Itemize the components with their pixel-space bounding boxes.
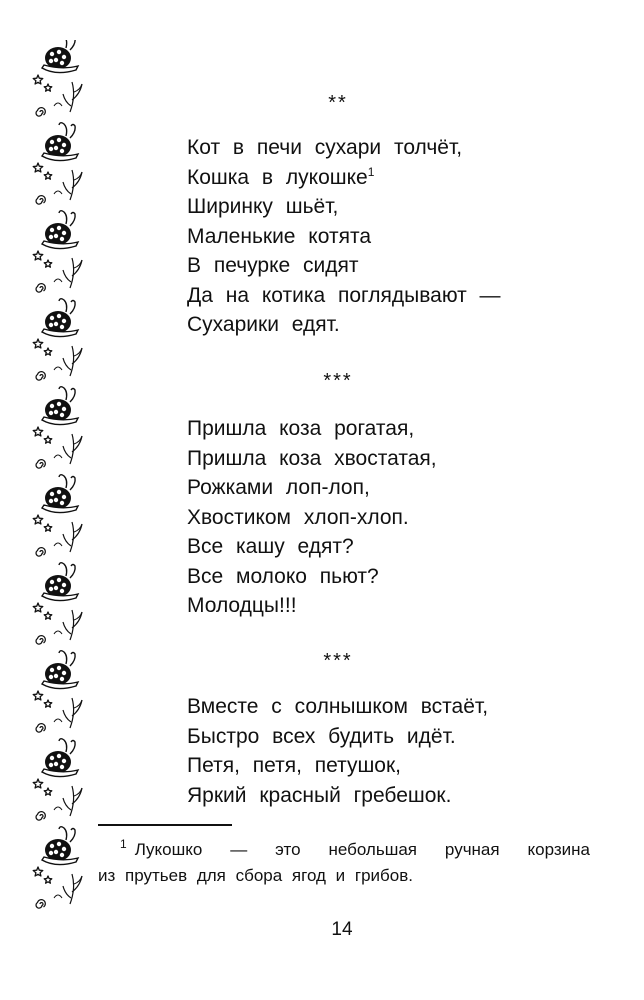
footnote-reference[interactable]: 1: [367, 164, 375, 179]
snail-icon: [42, 123, 78, 161]
border-motif: [33, 827, 82, 908]
poem-line: В печурке сидят: [187, 254, 359, 277]
star-icon: [33, 251, 43, 260]
spiral-icon: [36, 812, 45, 820]
snail-icon: [42, 475, 78, 513]
stanza-2: [187, 414, 607, 621]
star-icon: [44, 436, 52, 443]
snail-icon: [42, 651, 78, 689]
spiral-icon: [36, 460, 45, 468]
star-icon: [33, 603, 43, 612]
footnote-line-2: из прутьев для сбора ягод и грибов.: [98, 866, 413, 885]
spiral-icon: [36, 724, 45, 732]
border-motif: [33, 563, 82, 644]
star-icon: [33, 691, 43, 700]
border-motif: [33, 299, 82, 380]
grass-sprig-icon: [63, 874, 82, 904]
poem-line: Да на котика поглядывают —: [187, 283, 501, 307]
spiral-icon: [36, 196, 45, 204]
border-motif: [33, 651, 82, 732]
footnote: [98, 837, 590, 889]
poem-line: Молодцы!!!: [187, 594, 297, 617]
border-motif: [33, 387, 82, 468]
footnote-text: Лукошко — это небольшая ручная корзина: [134, 840, 590, 859]
stanza-separator: **: [328, 92, 348, 114]
star-icon: [44, 788, 52, 795]
grass-sprig-icon: [63, 698, 82, 728]
poem-line: Сухарики едят.: [187, 313, 340, 336]
poem-line-with-footnote: [187, 163, 607, 193]
grass-sprig-icon: [63, 82, 82, 112]
poem-line: Кот в печи сухари толчёт,: [187, 136, 463, 159]
poem-line: Яркий красный гребешок.: [187, 783, 452, 807]
footnote-number: 1: [120, 837, 127, 852]
spiral-icon: [36, 108, 45, 116]
star-icon: [44, 260, 52, 267]
page-number: 14: [331, 919, 353, 940]
grass-sprig-icon: [63, 786, 82, 816]
star-icon: [33, 339, 43, 348]
star-icon: [33, 515, 43, 524]
snail-icon: [42, 563, 78, 601]
star-icon: [33, 75, 43, 84]
grass-sprig-icon: [63, 610, 82, 640]
poem-line: Быстро всех будить идёт.: [187, 724, 456, 748]
star-icon: [33, 427, 43, 436]
border-motif: [33, 123, 82, 204]
poem-line: Пришла коза рогатая,: [187, 417, 415, 440]
stanza-1: [187, 133, 607, 340]
grass-sprig-icon: [63, 346, 82, 376]
spiral-icon: [36, 284, 45, 292]
poem-line: Ширинку шьёт,: [187, 195, 339, 218]
grass-sprig-icon: [63, 522, 82, 552]
spiral-icon: [36, 372, 45, 380]
star-icon: [44, 700, 52, 707]
spiral-icon: [36, 548, 45, 556]
grass-sprig-icon: [63, 170, 82, 200]
grass-sprig-icon: [63, 434, 82, 464]
spiral-icon: [36, 900, 45, 908]
snail-icon: [42, 827, 78, 865]
star-icon: [44, 524, 52, 531]
stanza-3: [187, 692, 607, 810]
star-icon: [44, 84, 52, 91]
stanza-separator: ***: [323, 370, 353, 392]
snail-icon: [42, 739, 78, 777]
poem-line: Пришла коза хвостатая,: [187, 446, 437, 470]
star-icon: [44, 876, 52, 883]
snail-icon: [42, 211, 78, 249]
star-icon: [44, 172, 52, 179]
poem-line-text: Кошка в лукошке: [187, 165, 368, 189]
poem-line: Рожками лоп-лоп,: [187, 476, 370, 499]
border-motif: [33, 40, 82, 116]
stanza-separator: ***: [323, 650, 353, 672]
snail-icon: [42, 387, 78, 425]
poem-line: Все молоко пьют?: [187, 564, 379, 588]
poem-line: Все кашу едят?: [187, 535, 354, 558]
star-icon: [44, 348, 52, 355]
poem-line: Вместе с солнышком встаёт,: [187, 695, 489, 718]
border-motif: [33, 211, 82, 292]
border-motif: [33, 475, 82, 556]
footnote-divider: [98, 824, 232, 826]
decorative-border: [28, 40, 100, 940]
snail-icon: [42, 40, 78, 73]
poem-line: Петя, петя, петушок,: [187, 754, 402, 777]
snail-icon: [42, 299, 78, 337]
poem-line: Маленькие котята: [187, 224, 372, 248]
star-icon: [33, 163, 43, 172]
spiral-icon: [36, 636, 45, 644]
grass-sprig-icon: [63, 258, 82, 288]
star-icon: [44, 612, 52, 619]
footnote-line-1: [98, 837, 590, 863]
border-motif: [33, 739, 82, 820]
poem-line: Хвостиком хлоп-хлоп.: [187, 505, 409, 529]
star-icon: [33, 779, 43, 788]
star-icon: [33, 867, 43, 876]
